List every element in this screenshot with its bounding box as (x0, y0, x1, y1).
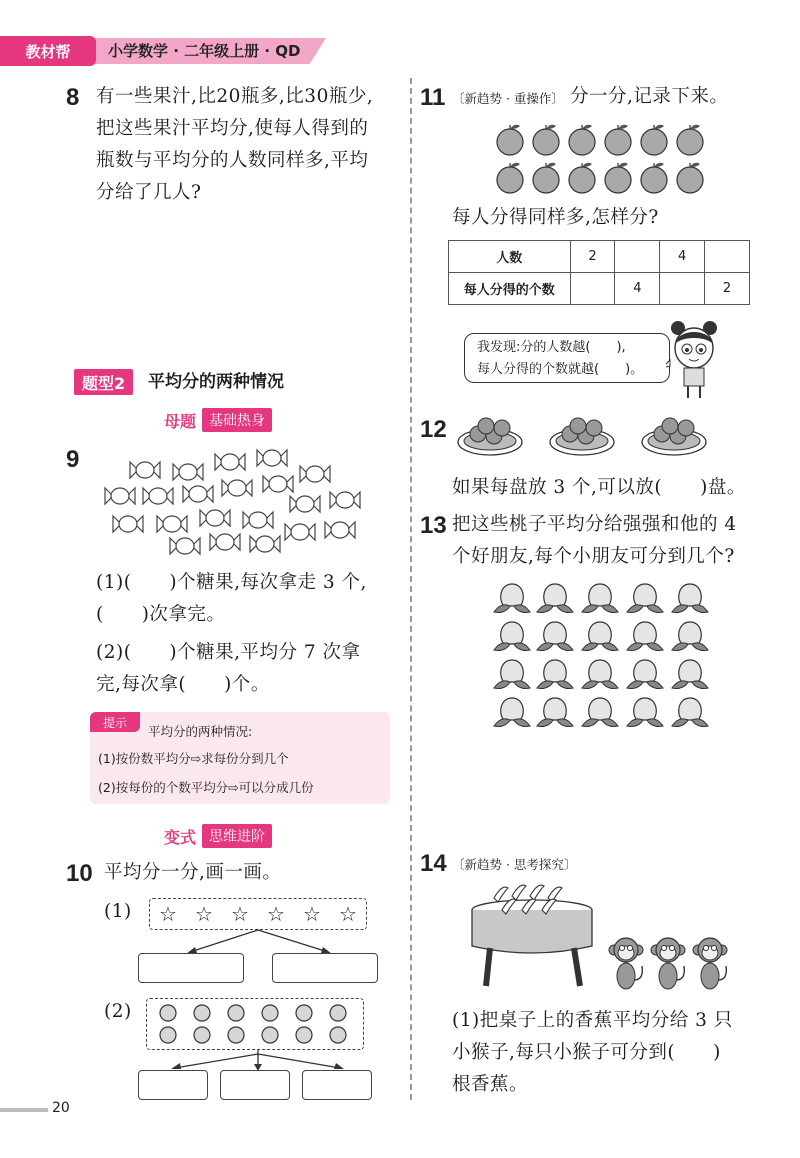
orange-icon (533, 125, 559, 155)
table-head: 人数 (449, 241, 571, 273)
banana-icon (530, 885, 544, 900)
stars-box (149, 898, 367, 930)
circle-icon (228, 1027, 244, 1043)
answer-box[interactable] (138, 953, 244, 983)
speech-line: 我发现:分的人数越( ), (477, 340, 626, 355)
hint-badge: 提示 (90, 712, 140, 732)
star-icon: ☆ (267, 902, 285, 926)
candies-illustration (100, 444, 380, 560)
mother-tag-main: 母题 (164, 411, 197, 431)
orange-icon (569, 163, 595, 193)
q14-line: 小猴子,每只小猴子可分到( ) (452, 1042, 721, 1063)
peach-icon (627, 698, 663, 727)
orange-icon (533, 163, 559, 193)
peach-icon (627, 660, 663, 689)
distribution-table (448, 240, 750, 305)
oranges-illustration (490, 120, 710, 196)
circle-icon (228, 1005, 244, 1021)
candy-icon (173, 464, 203, 480)
q11-number: 11 (420, 84, 446, 111)
candy-icon (300, 466, 330, 482)
circle-icon (330, 1027, 346, 1043)
q9-line: 完,每次拿( )个。 (96, 674, 270, 695)
peach-icon (537, 698, 573, 727)
candy-icon (215, 454, 245, 470)
orange-icon (677, 163, 703, 193)
candy-icon (263, 476, 293, 492)
circle-icon (160, 1027, 176, 1043)
arrows-2 (140, 1048, 380, 1072)
candy-icon (200, 510, 230, 526)
peach-icon (582, 622, 618, 651)
q14-number: 14 (420, 850, 447, 877)
variant-tag-main: 变式 (164, 827, 197, 847)
girl-icon (666, 316, 722, 402)
q8-line: 瓶数与平均分的人数同样多,平均 (96, 150, 369, 171)
candy-icon (285, 524, 315, 540)
peach-icon (582, 698, 618, 727)
candy-icon (157, 516, 187, 532)
q8-line: 把这些果汁平均分,使每人得到的 (96, 118, 369, 139)
q14-line: (1)把桌子上的香蕉平均分给 3 只 (452, 1010, 733, 1031)
star-icon: ☆ (231, 902, 249, 926)
circles-illustration (146, 998, 364, 1050)
variant-tag (164, 824, 272, 848)
monkeys-illustration (604, 934, 734, 992)
section-label: 题型2 (74, 369, 133, 395)
book-title: 小学数学 · 二年级上册 · QD (108, 42, 301, 60)
circle-icon (194, 1005, 210, 1021)
table-cell[interactable]: 2 (705, 273, 750, 305)
peach-icon (627, 622, 663, 651)
q10-part1-label: (1) (104, 901, 132, 922)
circle-icon (194, 1027, 210, 1043)
candy-icon (113, 516, 143, 532)
q8-line: 分给了几人? (96, 182, 202, 203)
candy-icon (183, 486, 213, 502)
orange-icon (605, 125, 631, 155)
q14-text (452, 1005, 797, 1101)
q9-text (96, 567, 402, 701)
peach-icon (672, 584, 708, 613)
circle-icon (296, 1005, 312, 1021)
q12-text: 如果每盘放 3 个,可以放( )盘。 (452, 477, 746, 498)
column-divider (410, 78, 412, 1100)
q9-line: (2)( )个糖果,平均分 7 次拿 (96, 642, 361, 663)
orange-icon (497, 163, 523, 193)
monkey-icon (609, 938, 643, 989)
footer-bar (0, 1108, 48, 1112)
q8-text (96, 81, 402, 209)
candy-icon (325, 522, 355, 538)
answer-box[interactable] (272, 953, 378, 983)
candy-icon (143, 488, 173, 504)
peach-icon (672, 622, 708, 651)
speech-bubble (464, 333, 670, 383)
orange-icon (569, 125, 595, 155)
plate-icon (550, 418, 614, 455)
table-cell[interactable]: 4 (660, 241, 705, 273)
peach-icon (494, 584, 530, 613)
candy-icon (105, 488, 135, 504)
peach-icon (672, 698, 708, 727)
star-icon: ☆ (159, 902, 177, 926)
peach-icon (494, 660, 530, 689)
plate-icon (458, 418, 522, 455)
mother-tag-sub: 基础热身 (202, 408, 272, 432)
table-with-bananas-illustration (468, 880, 618, 990)
peach-icon (627, 584, 663, 613)
q14-line: 根香蕉。 (452, 1074, 529, 1095)
peach-icon (672, 660, 708, 689)
page-number: 20 (52, 1100, 70, 1116)
orange-icon (641, 163, 667, 193)
star-icon: ☆ (303, 902, 321, 926)
monkey-icon (651, 938, 685, 989)
mother-tag (164, 408, 272, 432)
table-cell[interactable] (570, 273, 615, 305)
star-icon: ☆ (339, 902, 357, 926)
peach-icon (537, 584, 573, 613)
peach-icon (582, 584, 618, 613)
peach-icon (494, 622, 530, 651)
answer-box[interactable] (302, 1070, 372, 1100)
peach-icon (494, 698, 530, 727)
plates-illustration (452, 410, 722, 462)
orange-icon (497, 125, 523, 155)
circle-icon (262, 1027, 278, 1043)
candy-icon (330, 492, 360, 508)
q13-line: 把这些桃子平均分给强强和他的 4 (452, 514, 737, 535)
candy-icon (250, 536, 280, 552)
candy-icon (222, 480, 252, 496)
answer-box[interactable] (220, 1070, 290, 1100)
candy-icon (130, 462, 160, 478)
speech-line: 每人分得的个数就越( )。 (477, 362, 644, 377)
table-cell[interactable] (705, 241, 750, 273)
q8-line: 有一些果汁,比20瓶多,比30瓶少, (96, 86, 374, 107)
peach-icon (537, 622, 573, 651)
q13-line: 个好朋友,每个小朋友可分到几个? (452, 546, 735, 567)
table-cell[interactable]: 2 (570, 241, 615, 273)
q11-text: 分一分,记录下来。 (570, 86, 729, 107)
q10-number: 10 (66, 860, 93, 887)
orange-icon (605, 163, 631, 193)
answer-box[interactable] (138, 1070, 208, 1100)
hint-line: (2)按每份的个数平均分⇨可以分成几份 (98, 780, 314, 795)
table-row (449, 273, 750, 305)
q14-tag: 〔新趋势 · 思考探究〕 (452, 857, 577, 872)
star-icon: ☆ (195, 902, 213, 926)
table-row (449, 241, 750, 273)
monkey-icon (693, 938, 727, 989)
q9-line: ( )次拿完。 (96, 604, 226, 625)
circle-icon (330, 1005, 346, 1021)
hint-line: 平均分的两种情况: (148, 724, 253, 739)
banana-icon (512, 885, 526, 900)
q13-text (452, 509, 797, 573)
candy-icon (290, 496, 320, 512)
q11-tag: 〔新趋势 · 重操作〕 (452, 91, 564, 106)
brand-badge: 教材帮 (0, 36, 96, 66)
q9-number: 9 (66, 446, 80, 473)
peaches-illustration (490, 580, 720, 730)
circle-icon (160, 1005, 176, 1021)
circle-icon (262, 1005, 278, 1021)
q8-number: 8 (66, 84, 80, 111)
q10-part2-label: (2) (104, 1001, 132, 1022)
variant-tag-sub: 思维进阶 (202, 824, 272, 848)
hint-line: (1)按份数平均分⇨求每份分到几个 (98, 751, 289, 766)
circle-icon (296, 1027, 312, 1043)
q9-line: (1)( )个糖果,每次拿走 3 个, (96, 572, 367, 593)
candy-icon (170, 538, 200, 554)
q10-text: 平均分一分,画一画。 (104, 862, 282, 883)
section-title: 平均分的两种情况 (148, 372, 284, 392)
table-cell[interactable] (660, 273, 705, 305)
q11-question: 每人分得同样多,怎样分? (452, 207, 659, 228)
peach-icon (582, 660, 618, 689)
peach-icon (537, 660, 573, 689)
orange-icon (641, 125, 667, 155)
banana-icon (494, 887, 508, 902)
table-head: 每人分得的个数 (449, 273, 571, 305)
plate-icon (642, 418, 706, 455)
candy-icon (243, 512, 273, 528)
candy-icon (210, 534, 240, 550)
candy-icon (257, 450, 287, 466)
table-cell[interactable] (615, 241, 660, 273)
orange-icon (677, 125, 703, 155)
q12-number: 12 (420, 416, 447, 443)
table-cell[interactable]: 4 (615, 273, 660, 305)
q13-number: 13 (420, 512, 447, 539)
